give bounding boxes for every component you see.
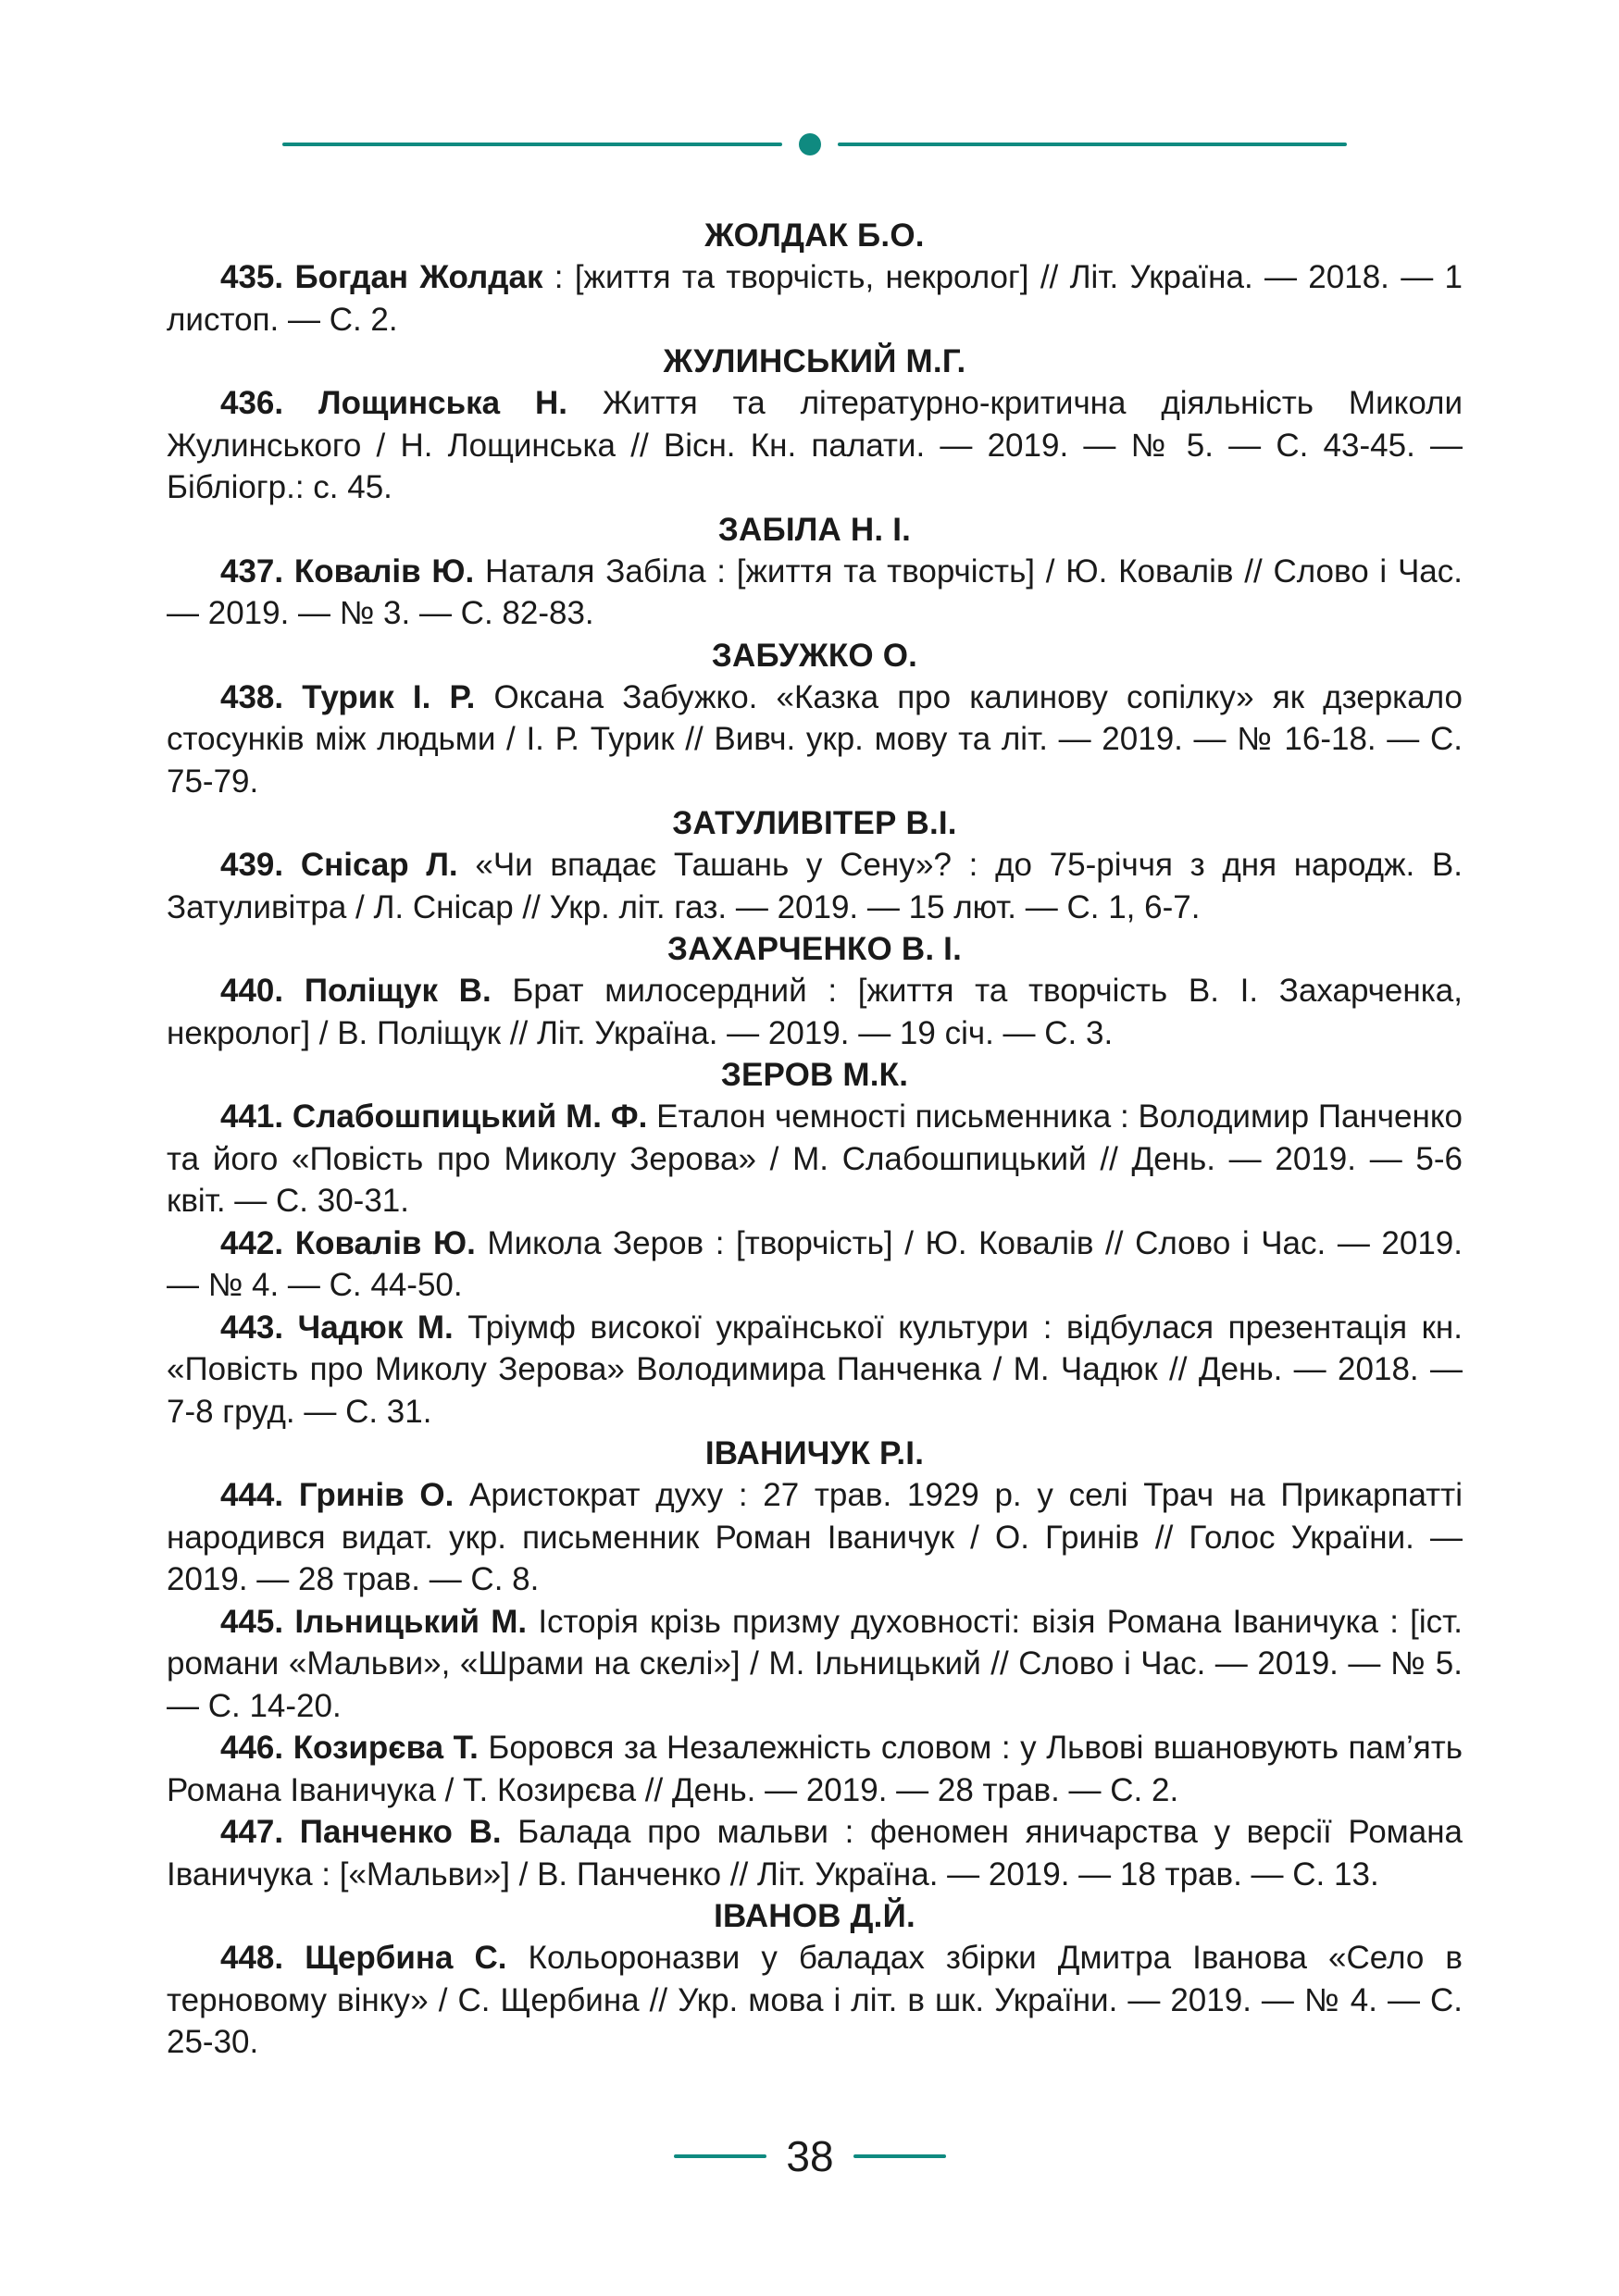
entry-author: Ковалів Ю. [293,552,475,590]
entry-author: Поліщук В. [304,973,492,1009]
entry-number: 437. [220,552,284,590]
section-heading: ЗЕРОВ М.К. [720,1057,909,1093]
footer-right-line [853,2154,946,2158]
entry-text: Історія крізь призму духовності: візія Романа Іваничука : [іст. романи «Мальви», «Шрами на скелі»] / М. Ільницький // Слово і Час. — 2019. — № 5. — С. 14-20. [167,1603,1463,1724]
entry-author: Слабошпицький М. Ф. [292,1098,648,1135]
bibliography-entry [167,1307,1463,1433]
top-rule-right-line [838,143,1347,146]
entry-text: Аристократ духу : 27 трав. 1929 р. у селі Трач на Прикарпатті народився видат. укр. письменник Роман Іваничук / О. Гринів // Голос України. — 2019. — 28 трав. — С. 8. [167,1477,1463,1597]
bibliography-entry [167,382,1463,509]
entry-number: 440. [220,973,284,1009]
entry-number: 438. [220,678,284,715]
entry-number: 442. [220,1224,284,1261]
section-heading: ЗАБІЛА Н. І. [717,511,912,548]
top-rule-left-line [282,143,782,146]
top-rule-dot [799,133,821,155]
entry-text: Балада про мальви : феномен яничарства у версії Романа Іваничука : [«Мальви»] / В. Панченко // Літ. Україна. — 2019. — 18 трав. — С. 13. [167,1814,1463,1893]
entry-text: Еталон чемності письменника : Володимир Панченко та його «Повість про Миколу Зерова» / М. Слабошпицький // День. — 2019. — 5-6 квіт. — С. 30-31. [167,1098,1463,1219]
entry-number: 441. [220,1098,284,1135]
entry-author: Панченко В. [299,1814,502,1850]
top-ornament-rule [282,133,1347,155]
section-heading: ЖУЛИНСЬКИЙ М.Г. [663,343,966,379]
entry-text: Кольороназви у баладах збірки Дмитра Іванова «Село в терновому вінку» / С. Щербина // Укр. мова і літ. в шк. України. — 2019. — № 4. — С. 25-30. [167,1940,1463,2060]
section-heading: ЖОЛДАК Б.О. [704,217,925,254]
bibliography-content [167,215,1463,2064]
entry-author: Богдан Жолдак [294,259,543,295]
section-heading: ЗАХАРЧЕНКО В. І. [666,931,963,967]
entry-number: 436. [220,385,284,421]
entry-number: 448. [220,1940,284,1976]
page-number: 38 [786,2132,834,2180]
entry-text: Тріумф високої української культури : відбулася презентація кн. «Повість про Миколу Зерова» Володимира Панченка / М. Чадюк // День. — 2018. — 7-8 груд. — С. 31. [167,1309,1463,1430]
entry-number: 447. [220,1814,284,1850]
entry-number: 443. [220,1309,284,1346]
bibliography-entry [167,1601,1463,1728]
entry-author: Снісар Л. [300,847,458,883]
entry-text: Оксана Забужко. «Казка про калинову сопілку» як дзеркало стосунків між людьми / І. Р. Турик // Вивч. укр. мову та літ. — 2019. — № 16-18. — С. 75-79. [167,678,1463,800]
bibliography-entry [167,1474,1463,1601]
bibliography-entry [167,676,1463,803]
section-heading: ІВАНОВ Д.Й. [714,1898,915,1934]
bibliography-entry [167,844,1463,928]
entry-text: Брат милосердний : [життя та творчість В. І. Захарченка, некролог] / В. Поліщук // Літ. Україна. — 2019. — 19 січ. — С. 3. [167,973,1463,1051]
section-heading: ЗАТУЛИВІТЕР В.І. [672,805,957,841]
entry-author: Гринів О. [298,1477,455,1513]
bibliography-entry [167,1222,1463,1307]
bibliography-entry [167,1811,1463,1895]
entry-author: Лощинська Н. [318,385,567,421]
entry-number: 444. [220,1477,284,1513]
entry-author: Ковалів Ю. [294,1224,476,1261]
entry-author: Щербина С. [305,1940,507,1976]
entry-number: 445. [220,1603,284,1640]
entry-text: Боровся за Незалежність словом : у Львові вшановують пам’ять Романа Іваничука / Т. Козирєва // День. — 2019. — 28 трав. — С. 2. [167,1730,1463,1808]
entry-author: Ільницький М. [294,1603,528,1640]
bibliography-entry [167,1096,1463,1222]
entry-author: Турик І. Р. [302,678,476,715]
bibliography-entry [167,551,1463,635]
bibliography-entry [167,1937,1463,2064]
entry-text: : [життя та творчість, некролог] // Літ. Україна. — 2018. — 1 листоп. — С. 2. [167,259,1463,338]
bibliography-entry [167,256,1463,341]
bibliography-entry [167,1727,1463,1811]
entry-number: 446. [220,1730,284,1766]
footer-left-line [674,2154,766,2158]
bibliography-entry [167,970,1463,1054]
entry-author: Козирєва Т. [293,1730,479,1766]
entry-number: 439. [220,847,284,883]
entry-text: Життя та літературно-критична діяльність Миколи Жулинського / Н. Лощинська // Вісн. Кн. палати. — 2019. — № 5. — С. 43-45. — Бібліогр.: с. 45. [167,385,1463,505]
entry-number: 435. [220,259,284,295]
entry-text: Наталя Забіла : [життя та творчість] / Ю. Ковалів // Слово і Час. — 2019. — № 3. — С. 82-83. [167,552,1463,631]
section-heading: ЗАБУЖКО О. [711,637,918,674]
entry-text: Микола Зеров : [творчість] / Ю. Ковалів // Слово і Час. — 2019. — № 4. — С. 44-50. [167,1224,1463,1303]
section-heading: ІВАНИЧУК Р.І. [704,1435,925,1471]
page-footer [666,2128,953,2184]
entry-text: «Чи впадає Ташань у Сену»? : до 75-річчя з дня народж. В. Затуливітра / Л. Снісар // Укр. літ. газ. — 2019. — 15 лют. — С. 1, 6-7. [167,847,1463,925]
entry-author: Чадюк М. [297,1309,454,1346]
